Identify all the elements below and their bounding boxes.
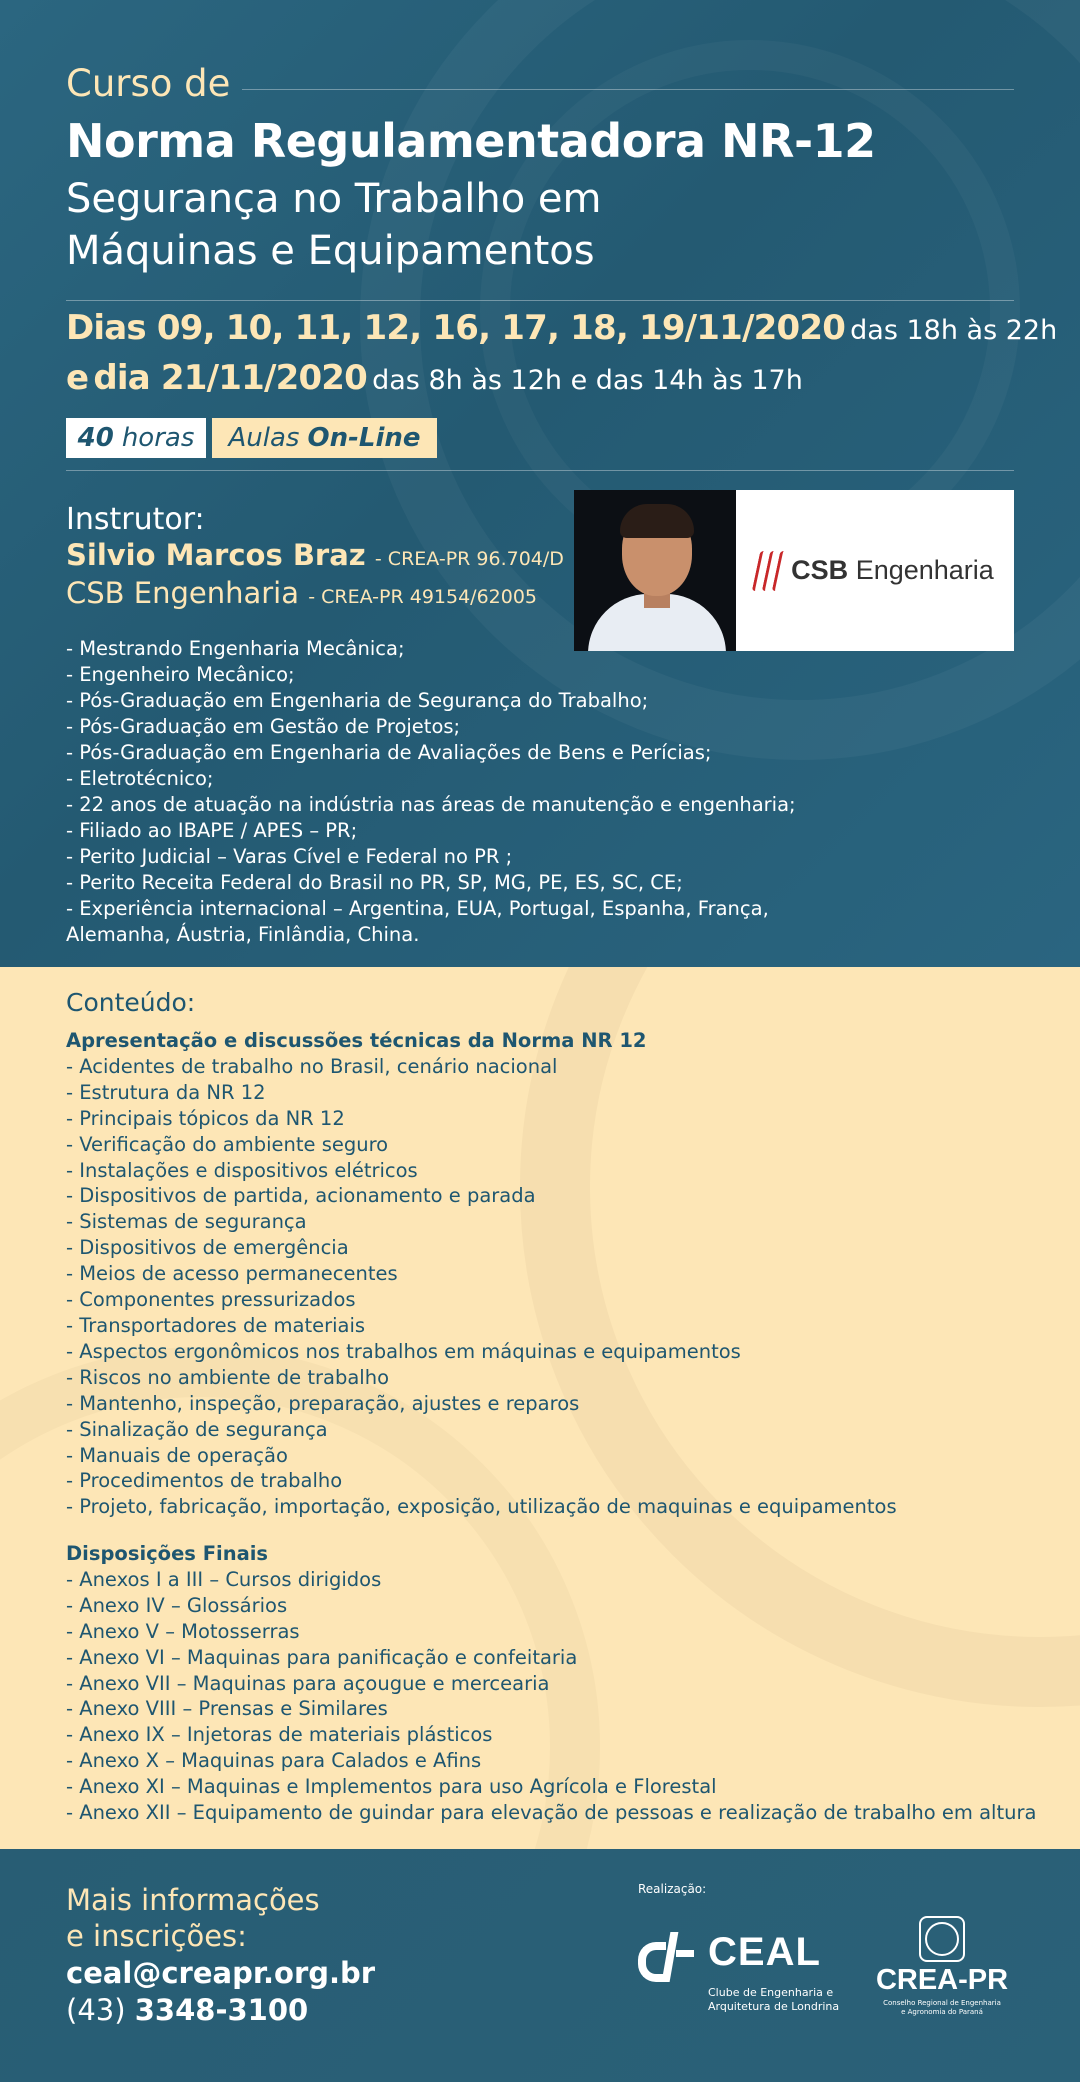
section-heading: Apresentação e discussões técnicas da Norma NR 12 xyxy=(66,1029,647,1052)
crea-name: CREA-PR xyxy=(875,1964,1009,1996)
list-item: - Estrutura da NR 12 xyxy=(66,1080,266,1104)
list-item: - Anexo IV – Glossários xyxy=(66,1593,288,1617)
list-item: - Procedimentos de trabalho xyxy=(66,1469,343,1493)
list-item: - Anexo XII – Equipamento de guindar para elevação de pessoas e realização de trabalho em altura xyxy=(66,1801,1037,1825)
crea-sub-line1: Conselho Regional de Engenharia xyxy=(883,1999,1001,2007)
content-list-1 xyxy=(66,1028,897,1520)
list-item: - Componentes pressurizados xyxy=(66,1288,356,1312)
list-item: - Mantenho, inspeção, preparação, ajustes e reparos xyxy=(66,1391,580,1415)
ceal-logo xyxy=(636,1928,840,2018)
mode-badge xyxy=(212,418,437,458)
list-item: - Meios de acesso permanecentes xyxy=(66,1262,398,1286)
qualifications-list xyxy=(66,636,796,948)
instructor-name-line xyxy=(66,538,564,572)
crea-sub-line2: e Agronomia do Paraná xyxy=(901,2008,983,2016)
list-item: - Perito Receita Federal do Brasil no PR, SP, MG, PE, ES, SC, CE; xyxy=(66,871,683,894)
csb-logo-bold: CSB xyxy=(791,555,849,585)
instructor-photo xyxy=(574,490,736,651)
list-item: - Mestrando Engenharia Mecânica; xyxy=(66,637,405,660)
course-prefix: Curso de xyxy=(66,62,231,105)
crea-subtitle xyxy=(862,1999,1022,2017)
list-item: - Pós-Graduação em Engenharia de Avaliações de Bens e Perícias; xyxy=(66,741,712,764)
list-item: - Projeto, fabricação, importação, exposição, utilização de maquinas e equipamentos xyxy=(66,1495,897,1519)
list-item: - Dispositivos de partida, acionamento e parada xyxy=(66,1184,536,1208)
list-item: - Anexos I a III – Cursos dirigidos xyxy=(66,1567,382,1591)
list-item: - Experiência internacional – Argentina, EUA, Portugal, Espanha, França, xyxy=(66,897,769,920)
section-heading: Disposições Finais xyxy=(66,1542,269,1565)
info-line1: Mais informações xyxy=(66,1883,320,1917)
list-item: - Filiado ao IBAPE / APES – PR; xyxy=(66,819,358,842)
company-crea: - CREA-PR 49154/62005 xyxy=(308,586,538,608)
instructor-name: Silvio Marcos Braz xyxy=(66,538,366,572)
course-subtitle-line1: Segurança no Trabalho em xyxy=(66,176,602,222)
schedule-hours: das 18h às 22h xyxy=(850,315,1058,346)
list-item: - Principais tópicos da NR 12 xyxy=(66,1106,345,1130)
list-item: - Instalações e dispositivos elétricos xyxy=(66,1158,418,1182)
list-item: - Dispositivos de emergência xyxy=(66,1236,349,1260)
list-item: - 22 anos de atuação na indústria nas áreas de manutenção e engenharia; xyxy=(66,793,796,816)
list-item: - Anexo VIII – Prensas e Similares xyxy=(66,1697,388,1721)
mode-prefix: Aulas xyxy=(228,423,300,453)
divider xyxy=(66,470,1014,471)
divider xyxy=(66,300,1014,301)
ceal-sub-line1: Clube de Engenharia e xyxy=(708,1986,834,1999)
schedule-date: dia 21/11/2020 xyxy=(93,358,368,398)
phone-number: 3348-3100 xyxy=(134,1993,309,2027)
list-item: - Manuais de operação xyxy=(66,1443,288,1467)
schedule-hours: das 8h às 12h e das 14h às 17h xyxy=(372,365,803,396)
contact-email[interactable]: ceal@creapr.org.br xyxy=(66,1956,376,1990)
content-list-2 xyxy=(66,1541,1036,1826)
hours-label: horas xyxy=(121,423,195,453)
hours-number: 40 xyxy=(77,423,114,453)
mode-value: On-Line xyxy=(307,423,421,453)
divider xyxy=(242,89,1014,90)
course-title: Norma Regulamentadora NR-12 xyxy=(66,114,876,168)
realizacao-label: Realização: xyxy=(638,1882,707,1896)
csb-logo-rest: Engenharia xyxy=(855,555,994,585)
list-item: - Anexo XI – Maquinas e Implementos para uso Agrícola e Florestal xyxy=(66,1775,717,1799)
list-item: - Eletrotécnico; xyxy=(66,767,214,790)
list-item: - Anexo IX – Injetoras de materiais plásticos xyxy=(66,1723,493,1747)
list-item: - Anexo VII – Maquinas para açougue e mercearia xyxy=(66,1671,550,1695)
instructor-crea: - CREA-PR 96.704/D xyxy=(374,548,564,570)
flame-icon xyxy=(756,551,783,591)
contact-phone[interactable] xyxy=(66,1993,308,2027)
list-item: - Riscos no ambiente de trabalho xyxy=(66,1365,390,1389)
list-item: - Pós-Graduação em Engenharia de Segurança do Trabalho; xyxy=(66,689,649,712)
list-item: - Aspectos ergonômicos nos trabalhos em máquinas e equipamentos xyxy=(66,1339,741,1363)
info-line2: e inscrições: xyxy=(66,1919,247,1953)
list-item: - Sistemas de segurança xyxy=(66,1210,307,1234)
hours-badge xyxy=(66,418,206,458)
phone-area: (43) xyxy=(66,1993,126,2027)
ceal-sub-line2: Arquitetura de Londrina xyxy=(708,2000,840,2013)
course-subtitle-line2: Máquinas e Equipamentos xyxy=(66,228,595,274)
crea-seal-icon xyxy=(919,1916,965,1962)
instructor-label: Instrutor: xyxy=(66,502,205,537)
schedule-line2 xyxy=(66,358,803,398)
list-item: - Transportadores de materiais xyxy=(66,1313,366,1337)
instructor-card xyxy=(574,490,1014,651)
list-item: - Anexo X – Maquinas para Calados e Afins xyxy=(66,1749,482,1773)
list-item: - Verificação do ambiente seguro xyxy=(66,1132,389,1156)
list-item: - Engenheiro Mecânico; xyxy=(66,663,295,686)
ceal-mark-icon xyxy=(638,1932,692,1982)
crea-logo xyxy=(862,1916,1022,2026)
schedule-dates: Dias 09, 10, 11, 12, 16, 17, 18, 19/11/2020 xyxy=(66,308,846,348)
list-item: - Sinalização de segurança xyxy=(66,1417,328,1441)
list-item: - Anexo V – Motosserras xyxy=(66,1619,300,1643)
ceal-name: CEAL xyxy=(708,1930,821,1974)
schedule-line1 xyxy=(66,308,1057,348)
list-item: - Perito Judicial – Varas Cível e Federal no PR ; xyxy=(66,845,513,868)
info-label xyxy=(66,1882,320,1954)
list-item: - Acidentes de trabalho no Brasil, cenário nacional xyxy=(66,1054,558,1078)
schedule-prefix: e xyxy=(66,358,89,398)
csb-logo xyxy=(736,490,1014,651)
list-item: - Pós-Graduação em Gestão de Projetos; xyxy=(66,715,461,738)
instructor-company: CSB Engenharia xyxy=(66,576,300,610)
instructor-company-line xyxy=(66,576,537,610)
list-item: - Anexo VI – Maquinas para panificação e confeitaria xyxy=(66,1645,578,1669)
content-label: Conteúdo: xyxy=(66,988,196,1017)
list-item: Alemanha, Áustria, Finlândia, China. xyxy=(66,923,420,946)
ceal-subtitle xyxy=(708,1986,839,2014)
